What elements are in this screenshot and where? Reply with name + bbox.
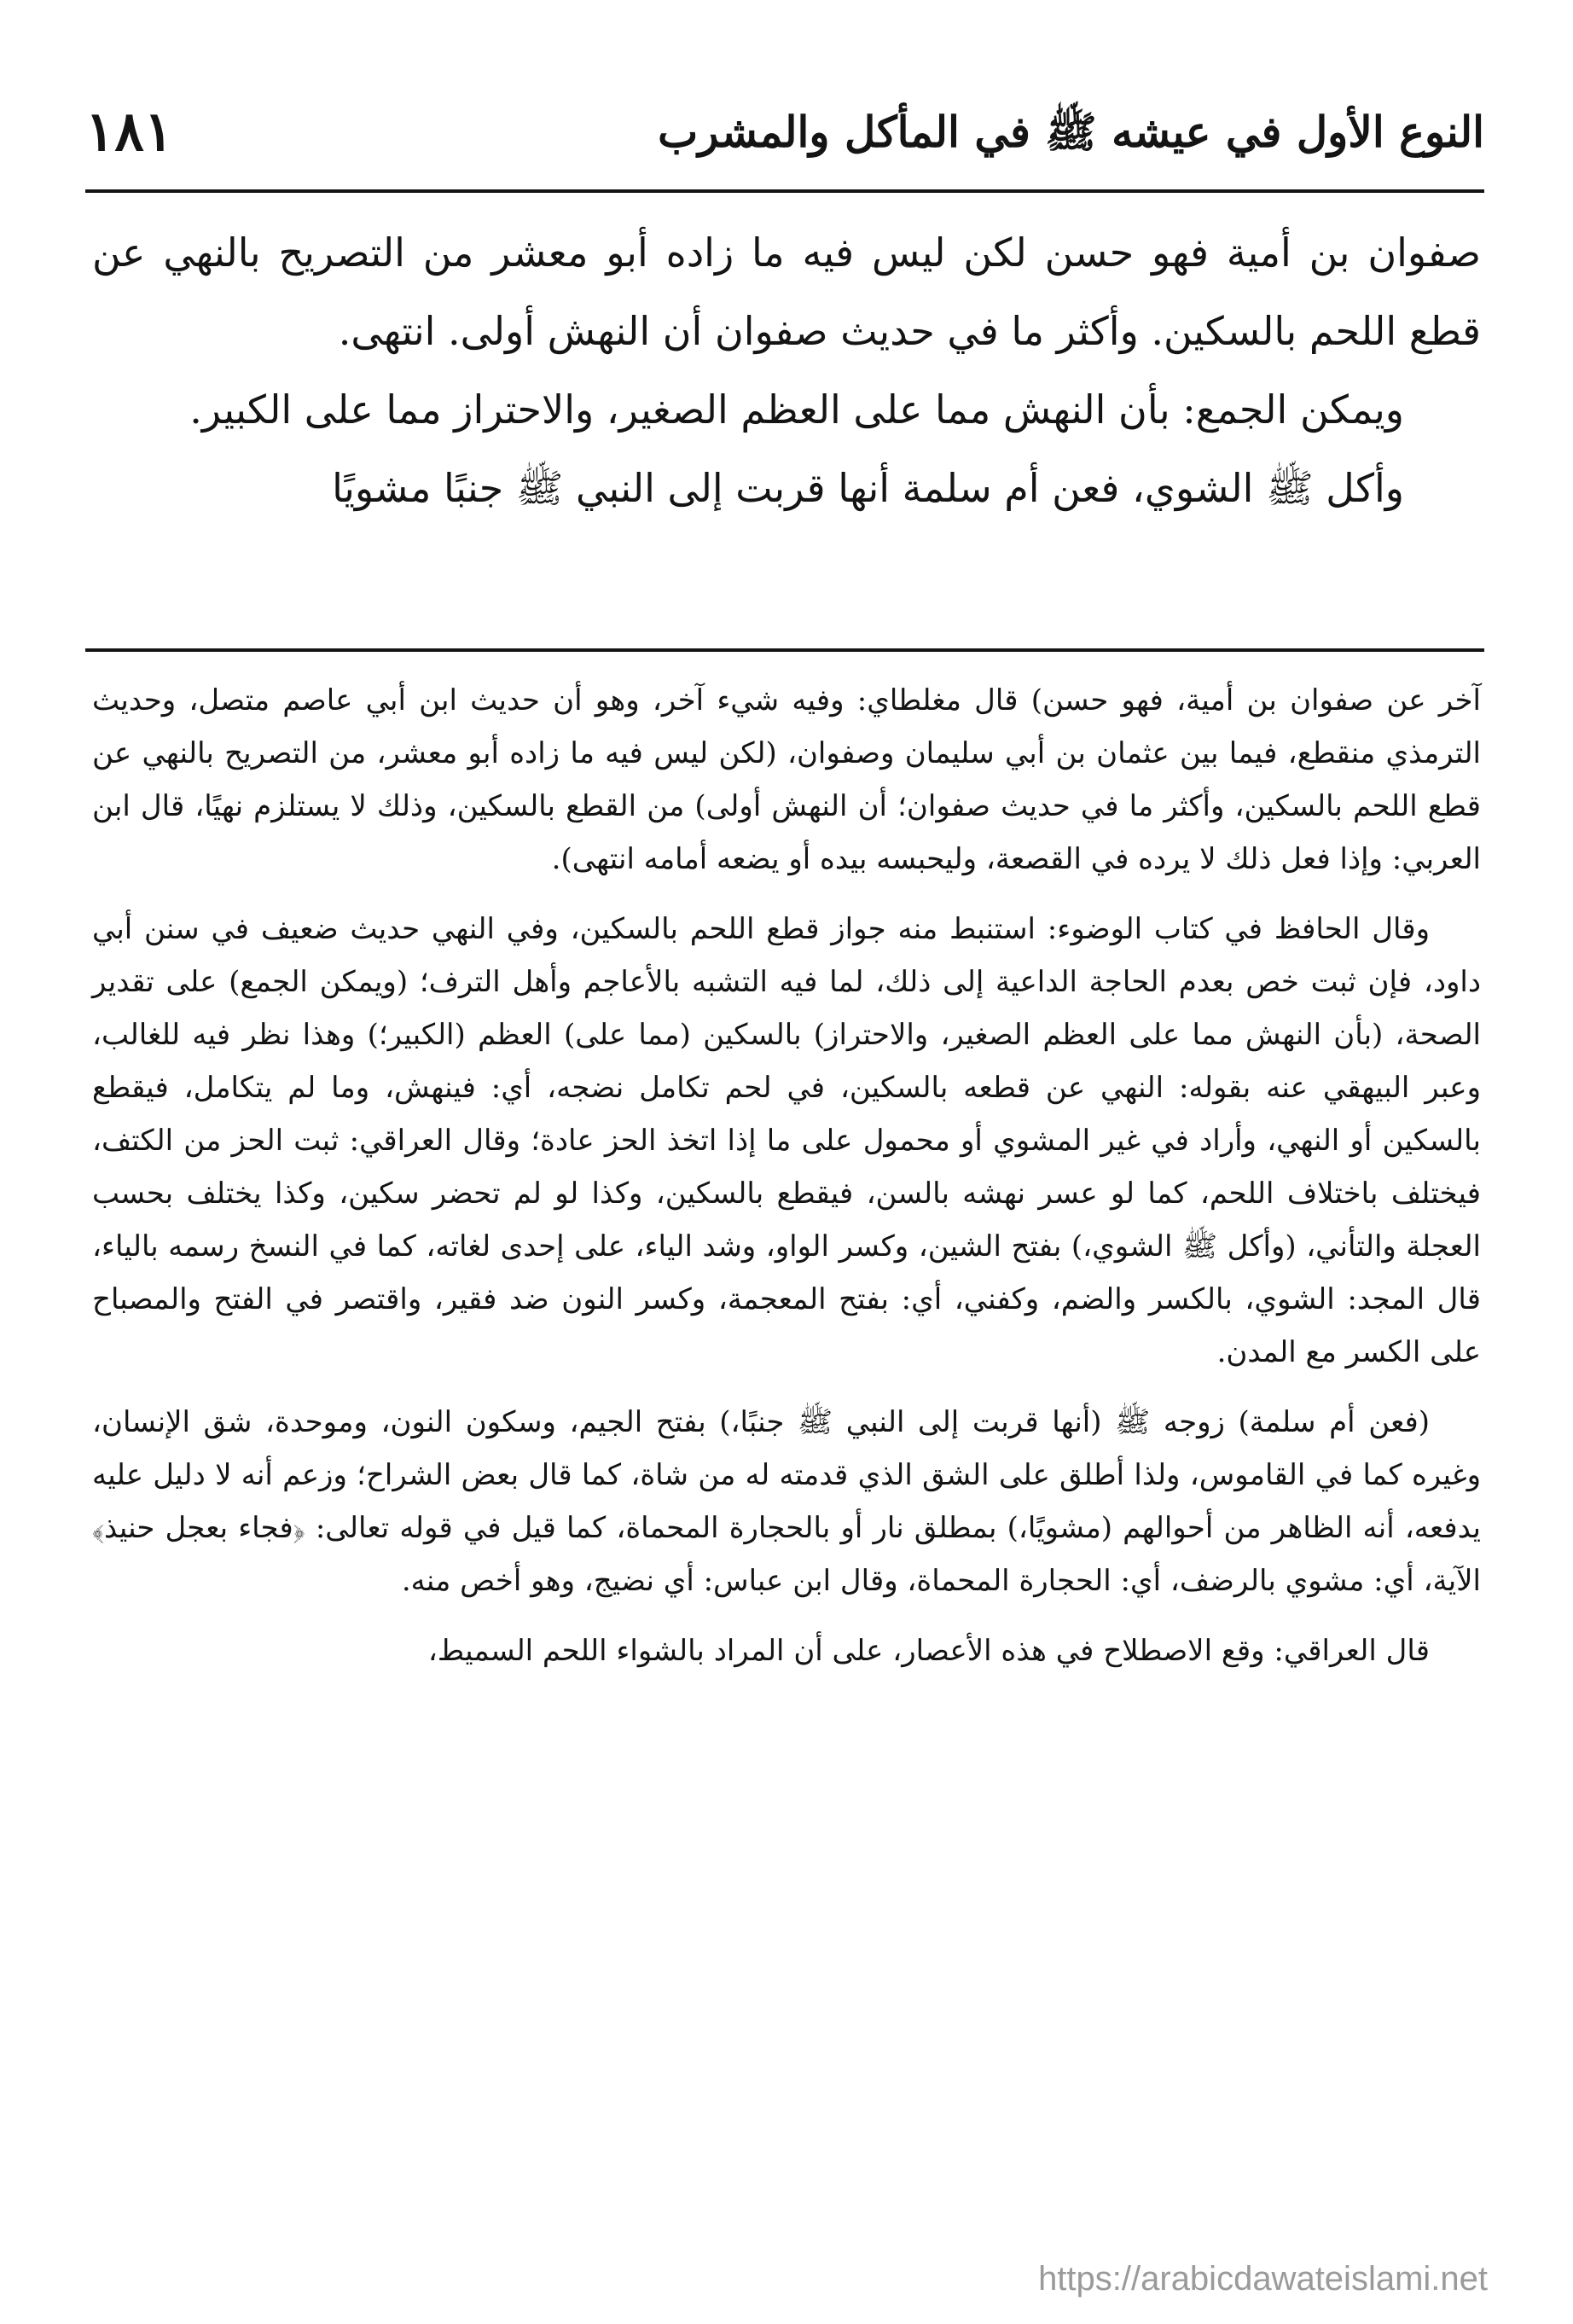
main-paragraph: صفوان بن أمية فهو حسن لكن ليس فيه ما زاده أبو معشر من التصريح بالنهي عن قطع اللحم بالسكين. وأكثر ما في حديث صفوان أن النهش أولى. انتهى.	[92, 229, 1481, 354]
running-title: النوع الأول في عيشه ﷺ في المأكل والمشرب	[658, 107, 1484, 157]
main-paragraph: وأكل ﷺ الشوي، فعن أم سلمة أنها قربت إلى النبي ﷺ جنبًا مشويًا	[332, 465, 1404, 511]
page-header	[85, 90, 1484, 183]
watermark-url: https://arabicdawateislami.net	[1038, 2260, 1488, 2298]
page-number: ١٨١	[85, 100, 174, 164]
commentary-text	[92, 674, 1481, 1694]
commentary-paragraph: قال العراقي: وقع الاصطلاح في هذه الأعصار، على أن المراد بالشواء اللحم السميط،	[427, 1634, 1430, 1668]
commentary-paragraph: (فعن أم سلمة) زوجه ﷺ (أنها قربت إلى النبي ﷺ جنبًا،) بفتح الجيم، وسكون النون، وموحدة، شق الإنسان، وغيره كما في القاموس، ولذا أطلق على الشق الذي قدمته له من شاة، كما قال بعض الشراح؛ وزعم أنه لا دليل عليه يدفعه، أنه الظاهر من أحوالهم (مشويًا،) بمطلق نار أو بالحجارة المحماة، كما قيل في قوله تعالى: ﴿فجاء بعجل حنيذ﴾ الآية، أي: مشوي بالرضف، أي: الحجارة المحماة، وقال ابن عباس: أي نضيج، وهو أخص منه.	[92, 1405, 1481, 1598]
commentary-paragraph: آخر عن صفوان بن أمية، فهو حسن) قال مغلطاي: وفيه شيء آخر، وهو أن حديث ابن أبي عاصم متصل، وحديث الترمذي منقطع، فيما بين عثمان بن أبي سليمان وصفوان، (لكن ليس فيه ما زاده أبو معشر، من التصريح بالنهي عن قطع اللحم بالسكين، وأكثر ما في حديث صفوان؛ أن النهش أولى) من القطع بالسكين، وذلك لا يستلزم نهيًا، قال ابن العربي: وإذا فعل ذلك لا يرده في القصعة، وليحبسه بيده أو يضعه أمامه انتهى).	[92, 683, 1481, 876]
header-rule	[85, 189, 1484, 193]
commentary-divider	[85, 648, 1484, 652]
main-paragraph: ويمكن الجمع: بأن النهش مما على العظم الصغير، والاحتراز مما على الكبير.	[189, 386, 1404, 433]
commentary-paragraph: وقال الحافظ في كتاب الوضوء: استنبط منه جواز قطع اللحم بالسكين، وفي النهي حديث ضعيف في سنن أبي داود، فإن ثبت خص بعدم الحاجة الداعية إلى ذلك، لما فيه التشبه بالأعاجم وأهل الترف؛ (ويمكن الجمع) على تقدير الصحة، (بأن النهش مما على العظم الصغير، والاحتراز) بالسكين (مما على) العظم (الكبير؛) وهذا نظر فيه للغالب، وعبر البيهقي عنه بقوله: النهي عن قطعه بالسكين، في لحم تكامل نضجه، أي: فينهش، وما لم يتكامل، فيقطع بالسكين أو النهي، وأراد في غير المشوي أو محمول على ما إذا اتخذ الحز عادة؛ وقال العراقي: ثبت الحز من الكتف، فيختلف باختلاف اللحم، كما لو عسر نهشه بالسن، فيقطع بالسكين، وكذا لو لم تحضر سكين، وكذا يختلف بحسب العجلة والتأني، (وأكل ﷺ الشوي،) بفتح الشين، وكسر الواو، وشد الياء، على إحدى لغاته، كما في النسخ رسمه بالياء، قال المجد: الشوي، بالكسر والضم، وكفني، أي: بفتح المعجمة، وكسر النون ضد فقير، واقتصر في الفتح والمصباح على الكسر مع المدن.	[92, 912, 1481, 1369]
main-text	[92, 213, 1481, 527]
